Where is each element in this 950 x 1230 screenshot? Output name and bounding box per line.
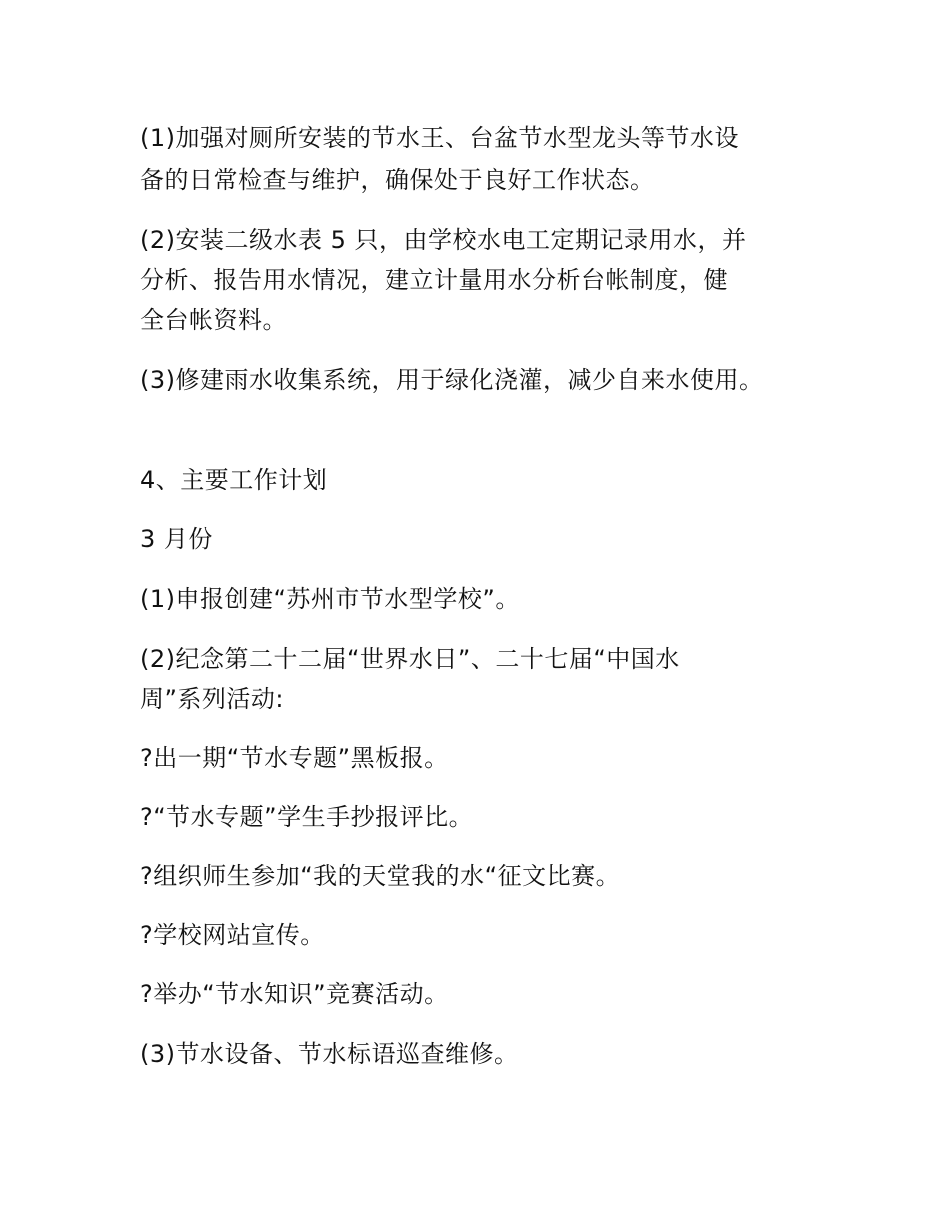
list-item: ?学校网站宣传。 (140, 921, 325, 949)
list-item: ?举办“节水知识”竞赛活动。 (140, 980, 449, 1008)
paragraph-line: (2)安装二级水表 5 只，由学校水电工定期记录用水，并 (140, 226, 747, 254)
list-item: ?组织师生参加“我的天堂我的水“征文比赛。 (140, 862, 621, 890)
paragraph-line: (2)纪念第二十二届“世界水日”、二十七届“中国水 (140, 645, 680, 673)
section-heading: 4、主要工作计划 (140, 466, 328, 494)
paragraph-line: (1)加强对厕所安装的节水王、台盆节水型龙头等节水设 (140, 124, 739, 152)
list-item: ?“节水专题”学生手抄报评比。 (140, 803, 474, 831)
list-item: ?出一期“节水专题”黑板报。 (140, 744, 449, 772)
paragraph-line: 备的日常检查与维护，确保处于良好工作状态。 (140, 166, 655, 194)
paragraph-line: (3)节水设备、节水标语巡查维修。 (140, 1040, 519, 1068)
paragraph-line: 分析、报告用水情况，建立计量用水分析台帐制度，健 (140, 266, 728, 294)
paragraph-line: (3)修建雨水收集系统，用于绿化浇灌，减少自来水使用。 (140, 366, 764, 394)
paragraph-line: (1)申报创建“苏州市节水型学校”。 (140, 585, 520, 613)
paragraph-line: 周”系列活动: (140, 685, 285, 713)
month-heading: 3 月份 (140, 525, 213, 553)
paragraph-line: 全台帐资料。 (140, 306, 287, 334)
